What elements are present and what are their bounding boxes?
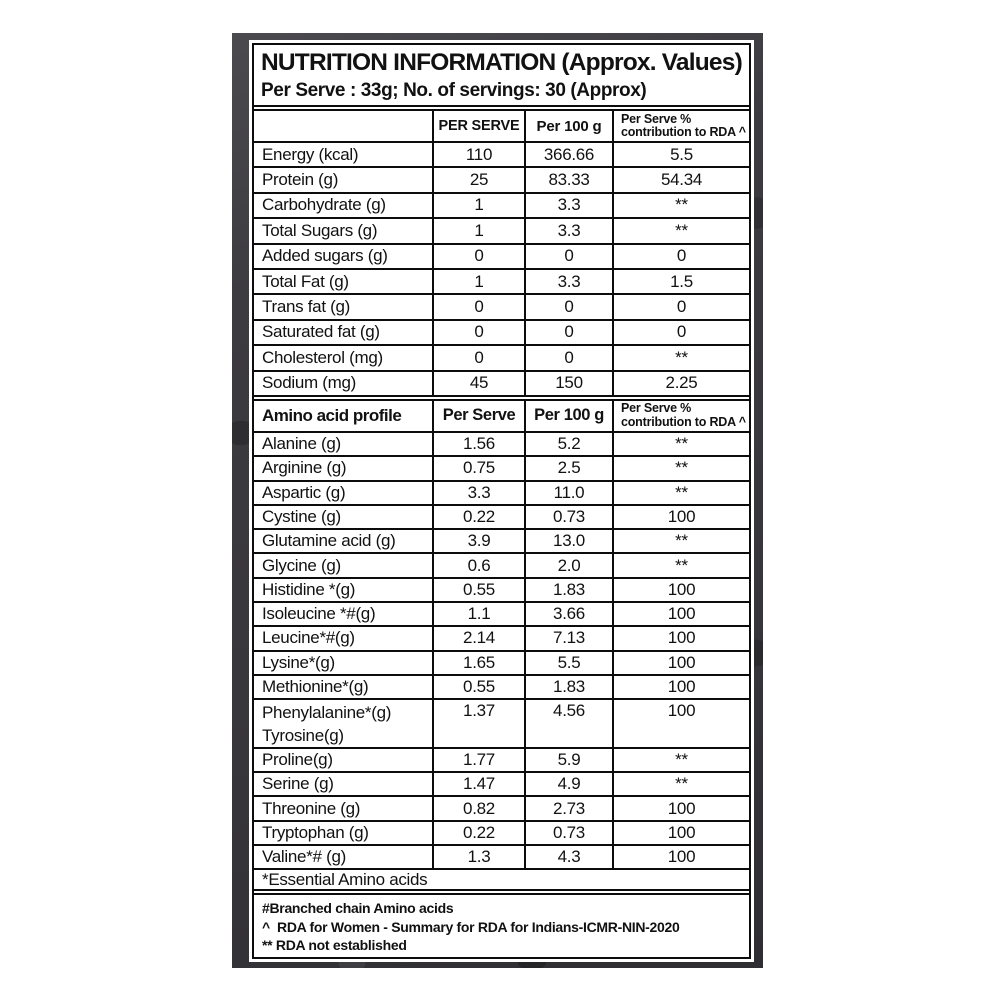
row-label-cell: Phenylalanine*(g) Tyrosine(g) <box>262 703 392 746</box>
row-label-cell: Glycine (g) <box>262 555 341 575</box>
row-label-cell: Total Fat (g) <box>262 271 349 291</box>
table-row <box>254 603 749 627</box>
per-100g-cell: 5.5 <box>524 652 612 674</box>
rda-cell: ** <box>612 482 749 504</box>
amino-header-rda-cell <box>612 401 749 431</box>
per-100g-cell: 5.9 <box>524 749 612 771</box>
title-block <box>254 45 749 107</box>
per-100g-cell: 2.73 <box>524 797 612 819</box>
footnote-rda-not-established: ** RDA not established <box>262 937 407 954</box>
per-100g-cell: 1.83 <box>524 676 612 698</box>
per-100g-cell: 4.56 <box>524 700 612 747</box>
table-row <box>254 143 749 168</box>
per-100g-cell: 3.3 <box>524 194 612 217</box>
per-100g-cell: 3.3 <box>524 270 612 293</box>
row-label-cell: Threonine (g) <box>262 798 361 818</box>
nutrition-panel <box>252 43 751 959</box>
per-100g-cell: 0 <box>524 346 612 369</box>
per-serve-cell: 1.65 <box>432 652 524 674</box>
row-label-cell: Histidine *(g) <box>262 579 356 599</box>
table-row <box>254 482 749 506</box>
table-row <box>254 372 749 397</box>
rda-cell: ** <box>612 749 749 771</box>
rda-cell: ** <box>612 530 749 552</box>
per-serve-cell: 1 <box>432 219 524 242</box>
row-label-cell: Saturated fat (g) <box>262 322 380 342</box>
table-row <box>254 676 749 700</box>
table-row <box>254 773 749 797</box>
row-label-cell: Total Sugars (g) <box>262 220 378 240</box>
per-serve-cell: 0.82 <box>432 797 524 819</box>
per-serve-cell: 2.14 <box>432 627 524 649</box>
rda-header-line1: Per Serve % <box>621 111 692 126</box>
per-serve-cell: 0.55 <box>432 676 524 698</box>
per-100g-cell: 5.2 <box>524 433 612 455</box>
per-serve-cell: 25 <box>432 168 524 191</box>
per-100g-cell: 4.3 <box>524 846 612 868</box>
rda-cell: ** <box>612 433 749 455</box>
rda-cell: 0 <box>612 321 749 344</box>
per-serve-cell: 110 <box>432 143 524 166</box>
row-label-cell: Cholesterol (mg) <box>262 347 383 367</box>
table-row <box>254 627 749 651</box>
rda-cell: 5.5 <box>612 143 749 166</box>
rda-cell: 100 <box>612 506 749 528</box>
per-100g-cell: 0.73 <box>524 506 612 528</box>
header-per-serve-cell: PER SERVE <box>432 111 524 141</box>
row-label-cell: Sodium (mg) <box>262 373 357 393</box>
table-row <box>254 822 749 846</box>
footnote-rda-women: ^ RDA for Women - Summary for RDA for Indians-ICMR-NIN-2020 <box>262 918 680 935</box>
row-label-cell: Methionine*(g) <box>262 677 369 697</box>
row-label-cell: Glutamine acid (g) <box>262 531 396 551</box>
per-100g-cell: 2.0 <box>524 554 612 576</box>
per-serve-cell: 1.1 <box>432 603 524 625</box>
rda-cell: ** <box>612 457 749 479</box>
per-serve-cell: 1 <box>432 270 524 293</box>
essential-footnote-row: *Essential Amino acids <box>254 870 749 891</box>
per-serve-cell: 0.22 <box>432 506 524 528</box>
per-serve-cell: 3.3 <box>432 482 524 504</box>
amino-header-label-cell: Amino acid profile <box>262 405 402 425</box>
per-serve-cell: 0 <box>432 245 524 268</box>
rda-cell: ** <box>612 346 749 369</box>
per-100g-cell: 3.3 <box>524 219 612 242</box>
table-row <box>254 579 749 603</box>
table-row <box>254 652 749 676</box>
rda-cell: 0 <box>612 245 749 268</box>
rda-cell: ** <box>612 219 749 242</box>
row-label-cell: Energy (kcal) <box>262 144 359 164</box>
per-serve-cell: 0 <box>432 295 524 318</box>
rda-cell: 100 <box>612 822 749 844</box>
per-serve-cell: 1 <box>432 194 524 217</box>
table-row <box>254 321 749 346</box>
table-row <box>254 270 749 295</box>
footnote-branched: #Branched chain Amino acids <box>262 900 454 917</box>
per-100g-cell: 0.73 <box>524 822 612 844</box>
per-serve-cell: 3.9 <box>432 530 524 552</box>
row-label-cell: Carbohydrate (g) <box>262 195 386 215</box>
per-100g-cell: 366.66 <box>524 143 612 166</box>
rda-cell: 100 <box>612 797 749 819</box>
rda-cell: ** <box>612 194 749 217</box>
per-100g-cell: 150 <box>524 372 612 395</box>
header-label-cell <box>254 111 432 141</box>
per-serve-cell: 45 <box>432 372 524 395</box>
page-title: NUTRITION INFORMATION (Approx. Values) <box>261 49 742 76</box>
rda-cell: 1.5 <box>612 270 749 293</box>
amino-header-per-100g-cell: Per 100 g <box>524 401 612 431</box>
row-label-cell: Protein (g) <box>262 170 339 190</box>
table-row <box>254 700 749 749</box>
per-100g-cell: 11.0 <box>524 482 612 504</box>
row-label-cell: Proline(g) <box>262 749 333 769</box>
table-row <box>254 295 749 320</box>
row-label-cell: Trans fat (g) <box>262 297 351 317</box>
table-row <box>254 846 749 870</box>
header-rda-cell <box>612 111 749 141</box>
per-100g-cell: 0 <box>524 321 612 344</box>
table-row <box>254 194 749 219</box>
table-row <box>254 749 749 773</box>
per-100g-cell: 2.5 <box>524 457 612 479</box>
rda-cell: 2.25 <box>612 372 749 395</box>
table-row <box>254 219 749 244</box>
table-row <box>254 457 749 481</box>
per-serve-cell: 0.22 <box>432 822 524 844</box>
rda-cell: 100 <box>612 652 749 674</box>
per-serve-cell: 0.55 <box>432 579 524 601</box>
table-row <box>254 530 749 554</box>
per-100g-cell: 1.83 <box>524 579 612 601</box>
table-row <box>254 554 749 578</box>
rda-cell: 100 <box>612 676 749 698</box>
rda-header-line2: contribution to RDA ^ <box>621 125 746 139</box>
footnotes <box>254 895 749 957</box>
rda-cell: ** <box>612 554 749 576</box>
per-100g-cell: 7.13 <box>524 627 612 649</box>
label-frame <box>232 33 763 968</box>
amino-body <box>254 433 749 870</box>
table-row <box>254 506 749 530</box>
rda-cell: 100 <box>612 846 749 868</box>
per-100g-cell: 4.9 <box>524 773 612 795</box>
per-serve-cell: 1.77 <box>432 749 524 771</box>
per-serve-cell: 0 <box>432 321 524 344</box>
rda-header-line1: Per Serve % <box>621 401 692 416</box>
row-label-cell: Isoleucine *#(g) <box>262 604 376 624</box>
per-serve-cell: 1.47 <box>432 773 524 795</box>
rda-cell: 100 <box>612 627 749 649</box>
serving-info: Per Serve : 33g; No. of servings: 30 (Approx) <box>261 80 647 101</box>
per-serve-cell: 1.37 <box>432 700 524 747</box>
per-serve-cell: 0.6 <box>432 554 524 576</box>
rda-cell: 100 <box>612 579 749 601</box>
per-100g-cell: 13.0 <box>524 530 612 552</box>
rda-cell: 54.34 <box>612 168 749 191</box>
table-row <box>254 346 749 371</box>
rda-cell: 100 <box>612 700 749 747</box>
per-100g-cell: 83.33 <box>524 168 612 191</box>
row-label-cell: Aspartic (g) <box>262 482 346 502</box>
rda-cell: ** <box>612 773 749 795</box>
row-label-cell: Added sugars (g) <box>262 246 388 266</box>
per-serve-cell: 0 <box>432 346 524 369</box>
row-label-cell: Lysine*(g) <box>262 652 335 672</box>
table-row <box>254 797 749 821</box>
row-label-cell: Arginine (g) <box>262 458 347 478</box>
row-label-cell: Valine*# (g) <box>262 847 346 867</box>
nutrients-body <box>254 143 749 397</box>
row-label-cell: Alanine (g) <box>262 434 341 454</box>
per-serve-cell: 0.75 <box>432 457 524 479</box>
rda-cell: 100 <box>612 603 749 625</box>
table-row <box>254 245 749 270</box>
per-100g-cell: 0 <box>524 245 612 268</box>
header-per-100g-cell: Per 100 g <box>524 111 612 141</box>
rda-cell: 0 <box>612 295 749 318</box>
per-100g-cell: 3.66 <box>524 603 612 625</box>
row-label-cell: Serine (g) <box>262 774 334 794</box>
row-label-cell: Leucine*#(g) <box>262 628 355 648</box>
amino-header-row <box>254 401 749 433</box>
table-row <box>254 168 749 193</box>
per-100g-cell: 0 <box>524 295 612 318</box>
amino-header-per-serve-cell: Per Serve <box>432 401 524 431</box>
table-row <box>254 433 749 457</box>
per-serve-cell: 1.56 <box>432 433 524 455</box>
per-serve-cell: 1.3 <box>432 846 524 868</box>
row-label-cell: Tryptophan (g) <box>262 822 369 842</box>
rda-header-line2: contribution to RDA ^ <box>621 414 746 429</box>
row-label-cell: Cystine (g) <box>262 506 341 526</box>
nutrients-header-row <box>254 111 749 143</box>
